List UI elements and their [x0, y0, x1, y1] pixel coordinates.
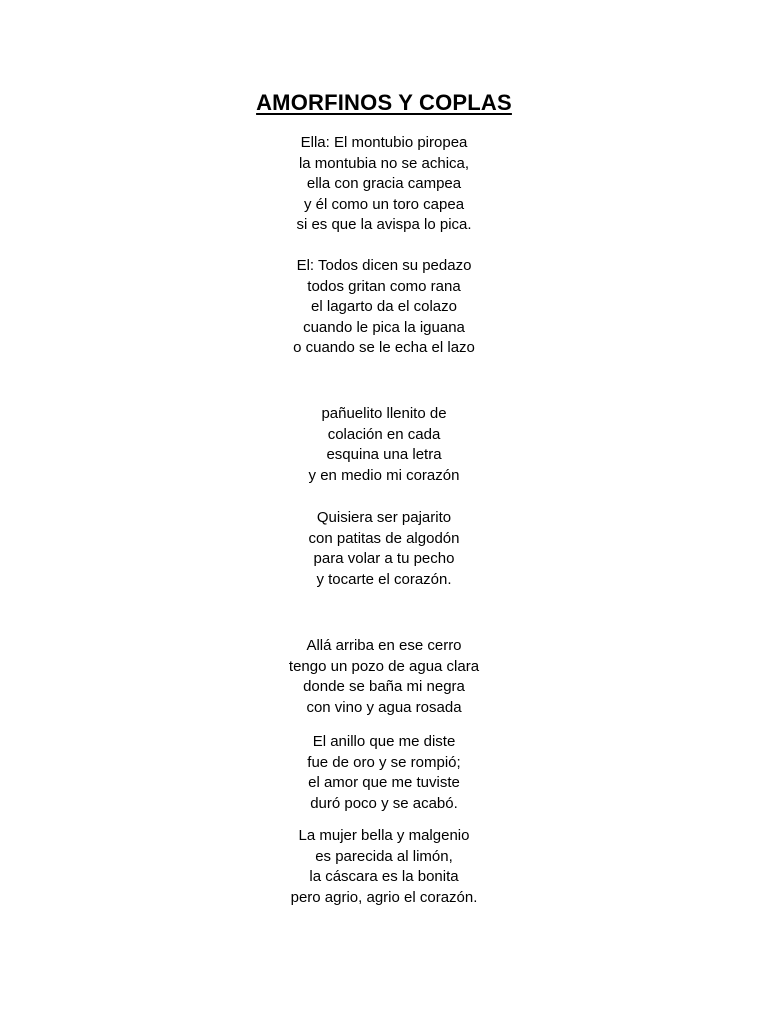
verse-line: El: Todos dicen su pedazo: [296, 257, 472, 274]
verse-line: pañuelito llenito de: [321, 405, 447, 422]
document-title: AMORFINOS Y COPLAS: [256, 90, 512, 115]
verse-line: el lagarto da el colazo: [311, 298, 457, 316]
verse-line: y él como un toro capea: [303, 195, 465, 213]
verse-line: Allá arriba en ese cerro: [306, 637, 462, 654]
stanza-2: [0, 256, 768, 359]
verse-line: con vino y agua rosada: [306, 698, 462, 716]
verse-line: con patitas de algodón: [308, 529, 460, 547]
stanza-7: [0, 826, 768, 908]
verse-line: duró poco y se acabó.: [310, 794, 458, 812]
verse-line: La mujer bella y malgenio: [298, 827, 470, 844]
verse-line: fue de oro y se rompió;: [307, 753, 461, 771]
stanza-1: [0, 133, 768, 236]
verse-line: o cuando se le echa el lazo: [293, 339, 475, 357]
verse-line: todos gritan como rana: [307, 277, 461, 295]
stanza-5: [0, 636, 768, 718]
verse-line: pero agrio, agrio el corazón.: [290, 888, 478, 906]
stanza-4: [0, 508, 768, 590]
verse-line: si es que la avispa lo pica.: [296, 216, 472, 234]
verse-line: Quisiera ser pajarito: [316, 509, 452, 526]
verse-line: tengo un pozo de agua clara: [288, 657, 480, 675]
verse-line: cuando le pica la iguana: [303, 318, 465, 336]
verse-line: colación en cada: [327, 425, 441, 443]
verse-line: para volar a tu pecho: [313, 550, 455, 568]
verse-line: ella con gracia campea: [306, 175, 462, 193]
verse-line: la montubia no se achica,: [298, 154, 470, 172]
verse-line: El anillo que me diste: [312, 733, 456, 750]
verse-line: y tocarte el corazón.: [316, 570, 452, 588]
stanza-6: [0, 732, 768, 814]
verse-line: Ella: El montubio piropea: [300, 134, 468, 151]
stanza-3: [0, 404, 768, 486]
verse-line: es parecida al limón,: [315, 847, 453, 865]
verse-line: el amor que me tuviste: [308, 774, 460, 792]
verse-line: esquina una letra: [326, 446, 442, 464]
verse-line: la cáscara es la bonita: [309, 868, 459, 886]
verse-line: y en medio mi corazón: [308, 466, 460, 484]
verse-line: donde se baña mi negra: [303, 678, 465, 696]
